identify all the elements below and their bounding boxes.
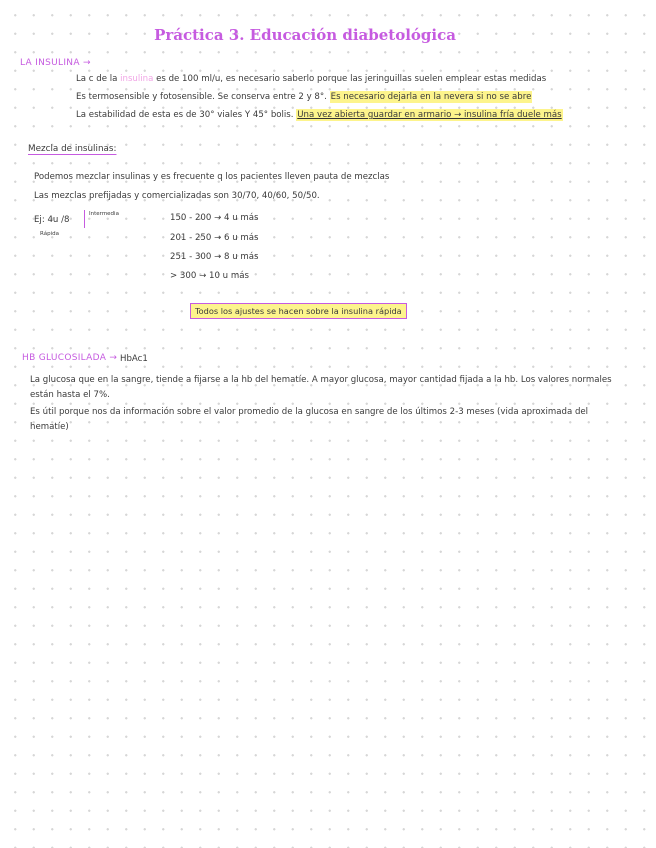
dose-row-2: 201 - 250 → 6 u más bbox=[170, 233, 259, 243]
dose-row-1: 150 - 200 → 4 u más bbox=[170, 213, 259, 223]
hb-heading: HB GLUCOSILADA → bbox=[22, 353, 118, 363]
insulina-line-3-pre: La estabilidad de esta es de 30° viales Y 45° bolis. bbox=[76, 110, 297, 120]
insulina-line-3 bbox=[76, 110, 563, 120]
dose-row-3: 251 - 300 → 8 u más bbox=[170, 252, 259, 262]
insulina-line-1-post: es de 100 ml/u, es necesario saberlo porque las jeringuillas suelen emplear estas medidas bbox=[153, 74, 547, 84]
insulina-word: insulina bbox=[120, 74, 154, 84]
dose-row-4: > 300 → 10 u más bbox=[170, 271, 249, 281]
hb-paragraph-2: Es útil porque nos da información sobre el valor promedio de la glucosa en sangre de los últimos 2-3 meses (vida aproximada del hematíe) bbox=[30, 407, 589, 432]
insulina-heading: LA INSULINA → bbox=[20, 58, 91, 68]
mezcla-line-2: Las mezclas prefijadas y comercializadas son 30/70, 40/60, 50/50. bbox=[34, 191, 320, 201]
insulina-line-1-pre: La c de la bbox=[76, 74, 121, 84]
page-title: Práctica 3. Educación diabetológica bbox=[154, 26, 456, 44]
example-label: Ej: 4u /8 bbox=[34, 215, 70, 225]
mezcla-line-1: Podemos mezclar insulinas y es frecuente q los pacientes lleven pauta de mezclas bbox=[34, 172, 390, 182]
example-bracket bbox=[84, 210, 85, 229]
insulina-line-3-highlight: Una vez abierta guardar en armario → insulina fría duele más bbox=[297, 110, 562, 120]
insulina-line-2 bbox=[76, 92, 532, 102]
adjustment-note-box: Todos los ajustes se hacen sobre la insulina rápida bbox=[190, 303, 407, 319]
hb-heading-value: HbAc1 bbox=[120, 354, 148, 364]
example-note-rapida: Rápida bbox=[40, 231, 59, 237]
mezcla-heading: Mezcla de insulinas: bbox=[28, 144, 117, 154]
insulina-line-1 bbox=[76, 74, 546, 84]
insulina-line-2-highlight: Es necesario dejarla en la nevera si no se abre bbox=[330, 92, 532, 102]
insulina-line-2-pre: Es termosensible y fotosensible. Se conserva entre 2 y 8°. bbox=[76, 92, 330, 102]
example-note-intermedia: Intermedia bbox=[89, 211, 119, 217]
hb-paragraph-1: La glucosa que en la sangre, tiende a fijarse a la hb del hematíe. A mayor glucosa, mayor cantidad fijada a la hb. Los valores normales están hasta el 7%. bbox=[30, 375, 612, 400]
